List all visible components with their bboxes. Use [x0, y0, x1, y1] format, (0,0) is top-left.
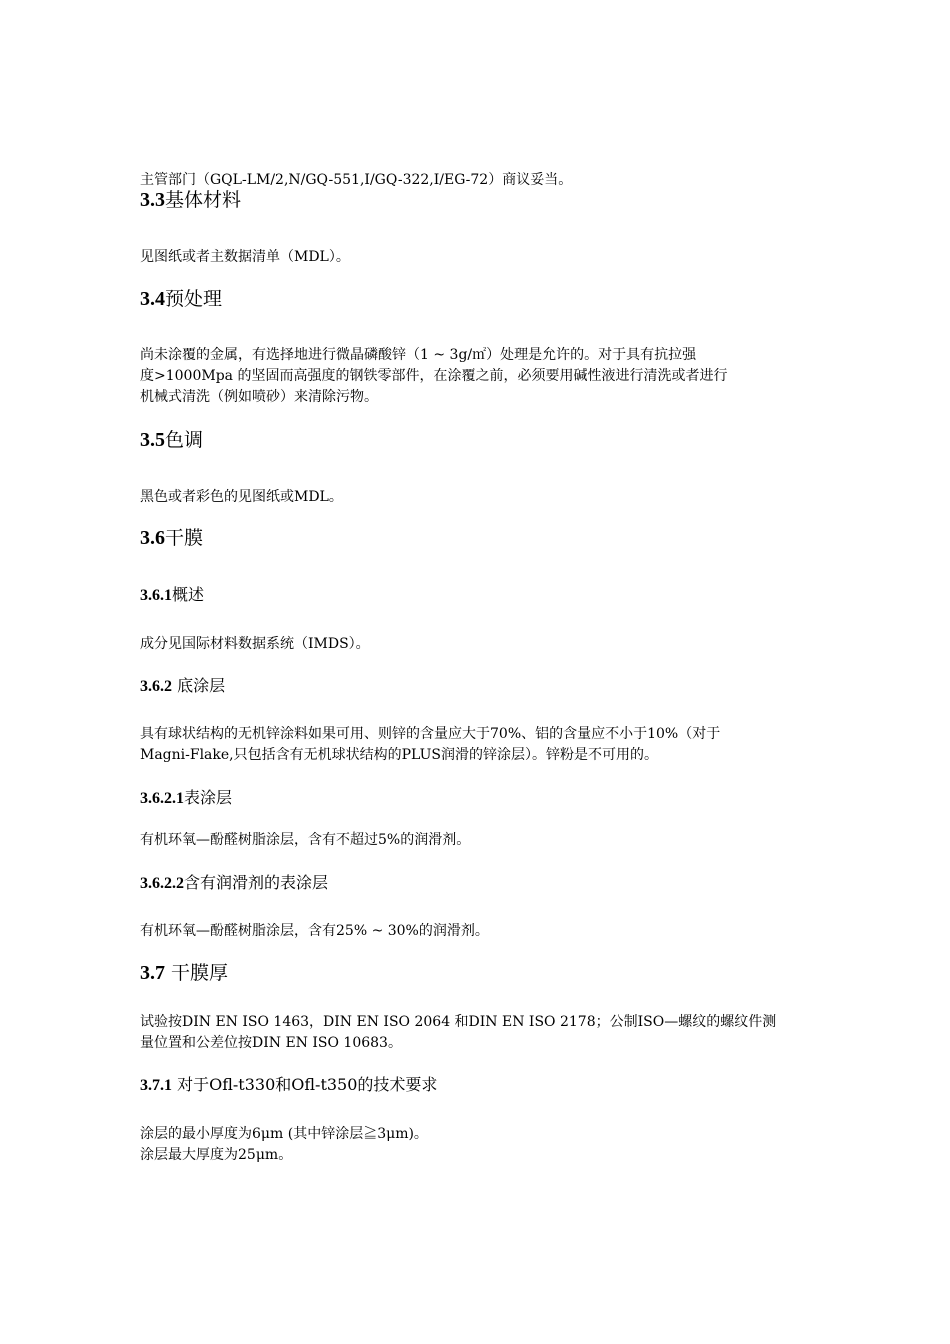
text-line: 度>1000Mpa 的坚固而高强度的钢铁零部件，在涂覆之前，必须要用碱性液进行清洗或者进行 — [140, 368, 728, 384]
text-line: 机械式清洗（例如喷砂）来清除污物。 — [140, 389, 378, 405]
heading-number: 3.6.1 — [140, 587, 172, 604]
text-line: 尚未涂覆的金属，有选择地进行微晶磷酸锌（1 ~ 3g/㎡）处理是允许的。对于具有抗拉强 — [140, 347, 697, 363]
heading-number: 3.7 — [140, 962, 165, 984]
base-material-paragraph: 见图纸或者主数据清单（MDL）。 — [140, 249, 350, 265]
heading-3-7-1 — [140, 1074, 820, 1097]
heading-3-5 — [140, 427, 820, 453]
heading-3-6-2-1 — [140, 787, 820, 810]
heading-number: 3.5 — [140, 429, 165, 451]
intro-paragraph: 主管部门（GQL-LM/2,N/GQ-551,I/GQ-322,I/EG-72）商议妥当。 — [140, 172, 573, 188]
heading-text: 含有润滑剂的表涂层 — [184, 873, 329, 892]
heading-number: 3.4 — [140, 288, 165, 310]
requirements-paragraph — [140, 1124, 820, 1166]
text-line: 涂层的最小厚度为6μm (其中锌涂层≧3μm)。 — [140, 1126, 428, 1142]
heading-3-6-2-2 — [140, 872, 820, 895]
pretreatment-paragraph — [140, 345, 820, 408]
text-line: Magni-Flake,只包括含有无机球状结构的PLUS润滑的锌涂层）。锌粉是不可用的。 — [140, 747, 658, 763]
heading-3-6 — [140, 525, 820, 551]
heading-number: 3.6.2 — [140, 678, 172, 695]
heading-number: 3.3 — [140, 189, 165, 211]
text-line: 试验按DIN EN ISO 1463，DIN EN ISO 2064 和DIN EN ISO 2178；公制ISO—螺纹的螺纹件测 — [140, 1014, 777, 1030]
heading-3-7 — [140, 960, 820, 986]
top-coat-paragraph: 有机环氧—酚醛树脂涂层，含有不超过5%的润滑剂。 — [140, 832, 471, 848]
heading-text: 干膜厚 — [165, 962, 229, 984]
heading-text: 概述 — [172, 585, 205, 604]
base-coat-paragraph — [140, 724, 820, 766]
heading-text: 干膜 — [165, 527, 204, 549]
color-paragraph: 黑色或者彩色的见图纸或MDL。 — [140, 489, 343, 505]
heading-number: 3.6.2.2 — [140, 875, 184, 892]
heading-text: 对于Ofl-t330和Ofl-t350的技术要求 — [172, 1075, 438, 1094]
heading-number: 3.6.2.1 — [140, 790, 184, 807]
overview-paragraph: 成分见国际材料数据系统（IMDS）。 — [140, 636, 370, 652]
heading-text: 预处理 — [165, 288, 223, 310]
heading-3-3 — [140, 187, 820, 213]
heading-text: 色调 — [165, 429, 204, 451]
heading-3-6-2 — [140, 675, 820, 698]
text-line: 具有球状结构的无机锌涂料如果可用、则锌的含量应大于70%、铝的含量应不小于10%（对于 — [140, 726, 721, 742]
heading-number: 3.6 — [140, 527, 165, 549]
heading-text: 底涂层 — [172, 676, 226, 695]
heading-3-6-1 — [140, 584, 820, 607]
text-line: 涂层最大厚度为25μm。 — [140, 1147, 293, 1163]
heading-number: 3.7.1 — [140, 1077, 172, 1094]
film-thickness-paragraph — [140, 1012, 820, 1054]
heading-text: 基体材料 — [165, 189, 242, 211]
heading-text: 表涂层 — [184, 788, 233, 807]
heading-3-4 — [140, 286, 820, 312]
lubricant-top-coat-paragraph: 有机环氧—酚醛树脂涂层，含有25% ~ 30%的润滑剂。 — [140, 923, 489, 939]
text-line: 量位置和公差位按DIN EN ISO 10683。 — [140, 1035, 402, 1051]
